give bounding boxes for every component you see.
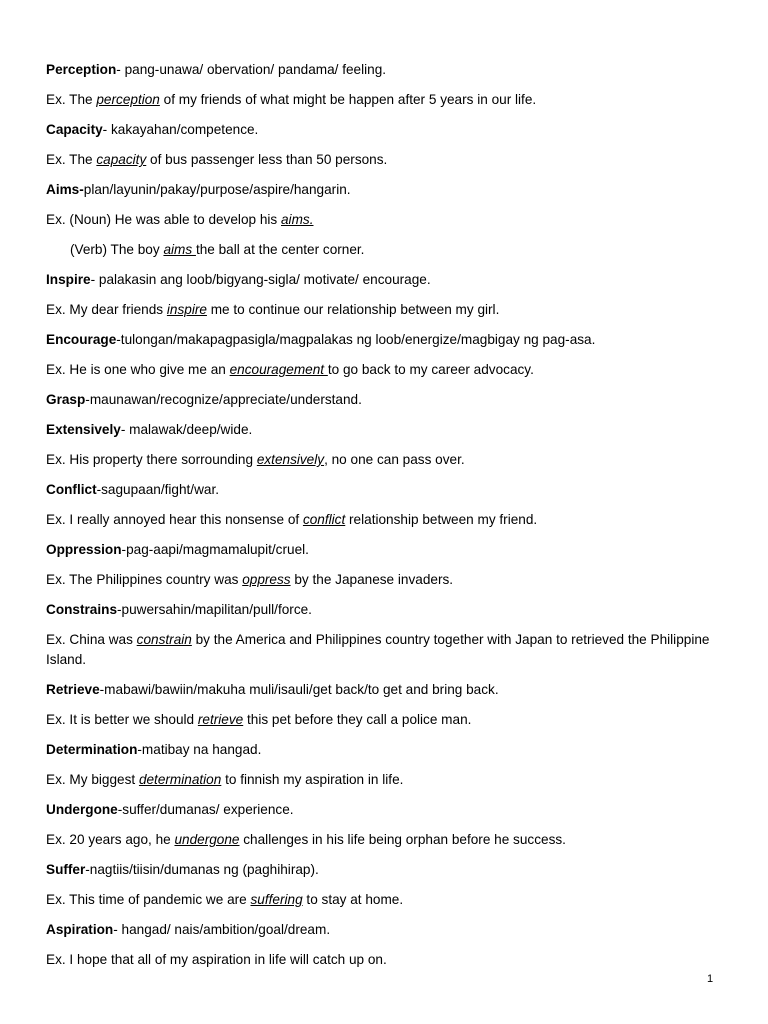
vocabulary-term: Retrieve <box>46 682 100 697</box>
example-line <box>46 770 736 790</box>
definition-text: -nagtiis/tiisin/dumanas ng (paghihirap). <box>85 862 319 877</box>
definition-text: plan/layunin/pakay/purpose/aspire/hangarin. <box>83 182 351 197</box>
example-suffix: relationship between my friend. <box>345 512 538 527</box>
example-suffix: of bus passenger less than 50 persons. <box>146 152 388 167</box>
page-number: 1 <box>707 973 714 985</box>
vocabulary-term: Oppression <box>46 542 122 557</box>
vocabulary-term: Extensively <box>46 422 121 437</box>
definition-line <box>46 420 736 440</box>
example-line <box>46 890 736 910</box>
example-highlighted-word: aims. <box>281 212 314 227</box>
vocabulary-term: Undergone <box>46 802 118 817</box>
example-prefix: Ex. My dear friends <box>46 302 167 317</box>
definition-text: - palakasin ang loob/bigyang-sigla/ motivate/ encourage. <box>90 272 431 287</box>
definition-line <box>46 740 736 760</box>
example-suffix: to go back to my career advocacy. <box>327 362 534 377</box>
definition-text: - kakayahan/competence. <box>102 122 259 137</box>
example-suffix: challenges in his life being orphan before he success. <box>239 832 566 847</box>
definition-text: -maunawan/recognize/appreciate/understand. <box>85 392 362 407</box>
example-highlighted-word: conflict <box>302 512 346 527</box>
definition-line <box>46 60 736 80</box>
example-highlighted-word: oppress <box>242 572 291 587</box>
definition-line <box>46 270 736 290</box>
definition-line <box>46 480 736 500</box>
definition-line <box>46 540 736 560</box>
example-suffix: to stay at home. <box>302 892 404 907</box>
example-line <box>46 300 736 320</box>
example-line <box>46 90 736 110</box>
example-line <box>46 570 736 590</box>
example-line <box>46 830 736 850</box>
example-highlighted-word: suffering <box>250 892 303 907</box>
example-prefix: Ex. The Philippines country was <box>46 572 243 587</box>
example-line <box>46 630 736 670</box>
example-highlighted-word: determination <box>138 772 222 787</box>
example-prefix: Ex. (Noun) He was able to develop his <box>46 212 281 227</box>
vocabulary-list <box>46 60 736 980</box>
example-highlighted-word: perception <box>96 92 160 107</box>
example-highlighted-word: aims <box>163 242 196 257</box>
vocabulary-term: Constrains <box>46 602 118 617</box>
example-prefix: (Verb) The boy <box>70 242 164 257</box>
example-suffix: by the Japanese invaders. <box>290 572 454 587</box>
definition-line <box>46 180 736 200</box>
example-line <box>46 950 736 970</box>
definition-text: -puwersahin/mapilitan/pull/force. <box>117 602 312 617</box>
definition-line <box>46 800 736 820</box>
definition-line <box>46 860 736 880</box>
vocabulary-term: Grasp <box>46 392 86 407</box>
example-prefix: Ex. His property there sorrounding <box>46 452 257 467</box>
example-suffix: to finnish my aspiration in life. <box>221 772 404 787</box>
vocabulary-term: Inspire <box>46 272 91 287</box>
definition-text: -pag-aapi/magmamalupit/cruel. <box>121 542 309 557</box>
example-suffix: the ball at the center corner. <box>195 242 365 257</box>
example-prefix: Ex. I hope that all of my aspiration in life will catch up on. <box>46 952 387 967</box>
example-prefix: Ex. This time of pandemic we are <box>46 892 251 907</box>
example-prefix: Ex. He is one who give me an <box>46 362 230 377</box>
example-suffix: of my friends of what might be happen after 5 years in our life. <box>159 92 537 107</box>
vocabulary-term: Aims- <box>46 182 84 197</box>
vocabulary-term: Conflict <box>46 482 97 497</box>
definition-line <box>46 680 736 700</box>
definition-text: -tulongan/makapagpasigla/magpalakas ng loob/energize/magbigay ng pag-asa. <box>116 332 596 347</box>
definition-line <box>46 390 736 410</box>
example-highlighted-word: retrieve <box>197 712 244 727</box>
definition-text: -sagupaan/fight/war. <box>96 482 220 497</box>
example-line <box>46 510 736 530</box>
example-highlighted-word: undergone <box>174 832 240 847</box>
example-highlighted-word: extensively <box>256 452 325 467</box>
example-suffix: this pet before they call a police man. <box>243 712 472 727</box>
example-prefix: Ex. I really annoyed hear this nonsense of <box>46 512 303 527</box>
example-line <box>46 240 736 260</box>
definition-text: - malawak/deep/wide. <box>120 422 253 437</box>
example-prefix: Ex. 20 years ago, he <box>46 832 175 847</box>
definition-line <box>46 920 736 940</box>
example-line <box>46 360 736 380</box>
example-suffix: , no one can pass over. <box>324 452 465 467</box>
example-line <box>46 150 736 170</box>
vocabulary-term: Determination <box>46 742 138 757</box>
definition-text: - pang-unawa/ obervation/ pandama/ feeling. <box>116 62 387 77</box>
vocabulary-term: Encourage <box>46 332 117 347</box>
example-highlighted-word: capacity <box>96 152 147 167</box>
vocabulary-term: Aspiration <box>46 922 114 937</box>
example-prefix: Ex. The <box>46 92 97 107</box>
example-highlighted-word: constrain <box>136 632 192 647</box>
example-suffix: me to continue our relationship between my girl. <box>206 302 500 317</box>
vocabulary-term: Capacity <box>46 122 103 137</box>
definition-text: - hangad/ nais/ambition/goal/dream. <box>113 922 331 937</box>
definition-line <box>46 120 736 140</box>
example-line <box>46 450 736 470</box>
vocabulary-term: Perception <box>46 62 117 77</box>
example-prefix: Ex. My biggest <box>46 772 139 787</box>
example-highlighted-word: inspire <box>166 302 207 317</box>
definition-line <box>46 600 736 620</box>
vocabulary-term: Suffer <box>46 862 86 877</box>
definition-text: -matibay na hangad. <box>137 742 262 757</box>
example-line <box>46 210 736 230</box>
definition-line <box>46 330 736 350</box>
definition-text: -mabawi/bawiin/makuha muli/isauli/get back/to get and bring back. <box>99 682 499 697</box>
definition-text: -suffer/dumanas/ experience. <box>117 802 294 817</box>
example-suffix: by the America and Philippines country together with Japan to retrieved the Philippine Island. <box>46 632 710 667</box>
example-line <box>46 710 736 730</box>
example-prefix: Ex. It is better we should <box>46 712 198 727</box>
example-prefix: Ex. China was <box>46 632 137 647</box>
example-prefix: Ex. The <box>46 152 97 167</box>
example-highlighted-word: encouragement <box>229 362 328 377</box>
